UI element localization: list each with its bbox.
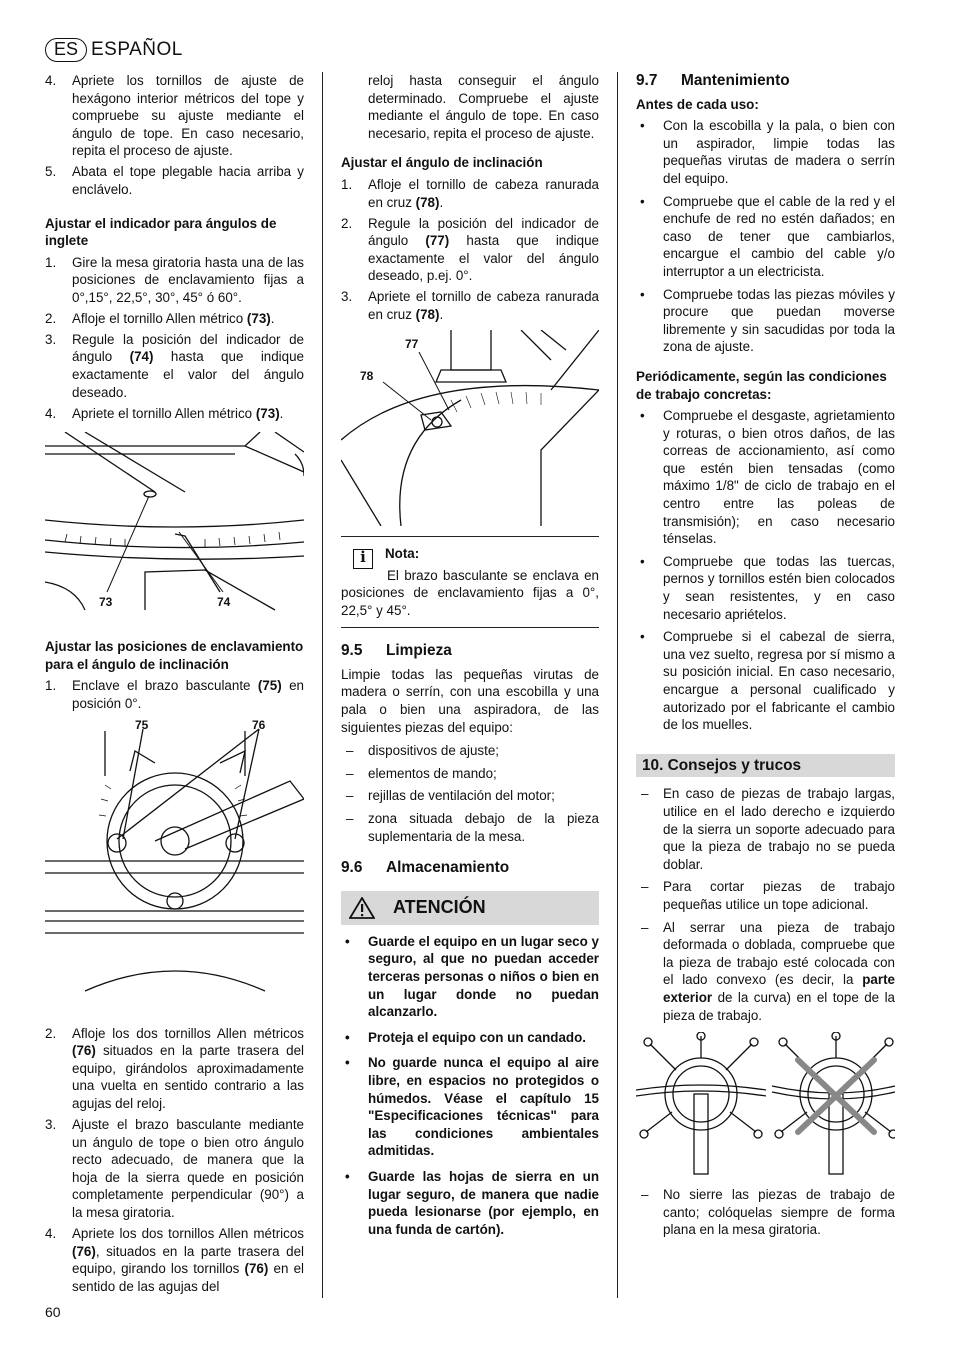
section-heading-9-7: 9.7 Mantenimiento	[636, 72, 790, 89]
column-divider	[617, 72, 618, 1298]
list-item: • Compruebe que el cable de la red y el enchufe de red no estén dañados; en caso de tener que cambiarlos, encargue el cambio del cable y/o interruptor a un electricista.	[640, 193, 895, 279]
list-item: – Al serrar una pieza de trabajo deformada o doblada, compruebe que la pieza de trabajo esté colocada con el lado convexo (es decir, la parte exterior de la curva) en el tope de la pieza de trabajo.	[641, 919, 895, 1023]
figure-label: 77	[405, 336, 419, 351]
list-item: 4. Apriete el tornillo Allen métrico (73).	[45, 405, 284, 421]
list-item: • Compruebe que todas las tuercas, pernos y tornillos estén bien colocados y sean resistentes, y en caso necesario apriételos.	[640, 553, 895, 622]
list-item: – No sierre las piezas de trabajo de canto; colóquelas siempre de forma plana en la mesa giratoria.	[641, 1187, 895, 1238]
language-badge: ES	[45, 38, 87, 62]
list-item: • Compruebe el desgaste, agrietamiento y roturas, o bien otros daños, de las correas de accionamiento, así como que estén bien tensadas (como máximo 1/8" de ciclo de trabajo en el centro entre las poleas de transmisión); en caso necesario ténselas.	[640, 408, 895, 547]
list-item: 4. Apriete los dos tornillos Allen métricos (76), situados en la parte trasera del equipo, girando los tornillos (76) en el sentido de las agujas del	[45, 1225, 304, 1294]
page-number: 60	[45, 1304, 61, 1320]
list-item: 5. Abata el tope plegable hacia arriba y enclávelo.	[45, 164, 304, 197]
figure-label: 75	[135, 717, 149, 732]
note-box	[341, 536, 599, 629]
note-text: El brazo basculante se enclava en posiciones de enclavamiento fijas a 0°, 22,5° y 45°.	[341, 567, 599, 618]
subheading-before-use: Antes de cada uso:	[636, 96, 759, 112]
continuation-text: reloj hasta conseguir el ángulo determinado. Compruebe el ajuste mediante el ángulo de tope. En caso necesario, repita el proceso de ajuste.	[368, 73, 599, 141]
figure-label: 76	[252, 717, 266, 732]
figure-label: 74	[217, 595, 231, 610]
list-item: 2. Afloje los dos tornillos Allen métricos (76) situados en la parte trasera del equipo, girándolos aproximadamente una vuelta en sentido contrario a las agujas del reloj.	[45, 1025, 304, 1111]
figure-label: 73	[99, 595, 113, 610]
column-middle	[341, 72, 599, 1246]
figure-bevel-indicator	[341, 330, 599, 526]
warning-title: ATENCIÓN	[393, 897, 486, 918]
section-heading-9-6: 9.6 Almacenamiento	[341, 859, 510, 877]
column-left	[45, 72, 304, 1299]
figure-bevel-arm	[45, 717, 304, 1011]
info-icon	[353, 549, 373, 569]
list-item: – dispositivos de ajuste;	[346, 743, 500, 759]
subheading-periodic: Periódicamente, según las condiciones de trabajo concretas:	[636, 368, 887, 402]
figure-mitre-indicator	[45, 432, 304, 628]
subheading-bevel-lock: Ajustar las posiciones de enclavamiento para el ángulo de inclinación	[45, 639, 304, 672]
list-item: • Con la escobilla y la pala, o bien con un aspirador, limpie todas las pequeñas virutas de madera o serrín del equipo.	[640, 118, 895, 186]
list-item: 1. Enclave el brazo basculante (75) en posición 0°.	[45, 678, 304, 712]
subheading-bevel: Ajustar el ángulo de inclinación	[341, 155, 543, 171]
list-item: – zona situada debajo de la pieza suplementaria de la mesa.	[346, 811, 599, 844]
list-item: • No guarde nunca el equipo al aire libre, en espacios no protegidos o húmedos. Véase el capítulo 15 "Especificaciones técnicas" para las condiciones ambientales admitidas.	[345, 1055, 599, 1159]
warning-list	[341, 933, 599, 1239]
warning-icon	[349, 897, 375, 919]
list-item: • Proteja el equipo con un candado.	[345, 1029, 586, 1045]
list-item: – rejillas de ventilación del motor;	[346, 788, 555, 804]
cleaning-text: Limpie todas las pequeñas virutas de madera o serrín, con una escobilla y una pala o bien una aspiradora, de las siguientes piezas del equipo:	[341, 666, 599, 735]
warning-box	[341, 891, 599, 925]
list-item: • Compruebe todas las piezas móviles y procure que puedan moverse libremente y sin sacudidas por toda la zona de ajuste.	[640, 286, 895, 355]
figure-label: 78	[360, 368, 374, 383]
list-item: • Compruebe si el cabezal de sierra, una vez suelto, regresa por sí mismo a su posición inicial. En caso necesario, encargue a personal cualificado y autorizado por el fabricante el cambio de los muelles.	[640, 629, 895, 733]
list-item: • Guarde el equipo en un lugar seco y seguro, al que no puedan acceder terceras personas o niños o bien en un lugar donde no puedan alcanzarlo.	[345, 933, 599, 1020]
list-item: 4. Apriete los tornillos de ajuste de hexágono interior métricos del tope y compruebe su ajuste mediante el ángulo de tope. En caso necesario, repita el proceso de ajuste.	[45, 73, 304, 159]
list-item: – elementos de mando;	[346, 765, 497, 781]
figure-workpiece-orientation	[636, 1032, 895, 1178]
section-heading-10: 10. Consejos y trucos	[636, 754, 895, 778]
page-header	[45, 38, 183, 62]
column-divider	[322, 72, 323, 1298]
language-title: ESPAÑOL	[91, 39, 183, 61]
list-item: 3. Apriete el tornillo de cabeza ranurada en cruz (78).	[341, 289, 599, 322]
section-heading-9-5: 9.5 Limpieza	[341, 642, 452, 660]
list-item: 2. Afloje el tornillo Allen métrico (73).	[45, 310, 275, 326]
list-item: – En caso de piezas de trabajo largas, utilice en el lado derecho e izquierdo de la sierra un soporte adecuado para que la pieza de trabajo no se pueda doblar.	[641, 786, 895, 872]
subheading-mitre: Ajustar el indicador para ángulos de inglete	[45, 215, 277, 249]
list-item: 1. Afloje el tornillo de cabeza ranurada en cruz (78).	[341, 176, 599, 210]
list-item: – Para cortar piezas de trabajo pequeñas utilice un tope adicional.	[641, 879, 895, 912]
list-item: 1. Gire la mesa giratoria hasta una de las posiciones de enclavamiento fijas a 0°,15°, 22,5°, 30°, 45° ó 60°.	[45, 254, 304, 305]
list-item: 2. Regule la posición del indicador de ángulo (77) hasta que indique exactamente el valor del ángulo deseado, p.ej. 0°.	[341, 215, 600, 284]
list-item: 3. Regule la posición del indicador de ángulo (74) hasta que indique exactamente el valor del ángulo deseado.	[45, 331, 305, 400]
list-item: • Guarde las hojas de sierra en un lugar seguro, de manera que nadie pueda lesionarse (por ejemplo, en una funda de cartón).	[345, 1168, 599, 1237]
column-right	[636, 72, 895, 1244]
list-item: 3. Ajuste el brazo basculante mediante un ángulo de tope o bien otro ángulo recto adecuado, de manera que la hoja de la sierra quede en posición completamente perpendicular (90°) a la mesa giratoria.	[45, 1116, 304, 1220]
note-title: Nota:	[385, 545, 420, 561]
